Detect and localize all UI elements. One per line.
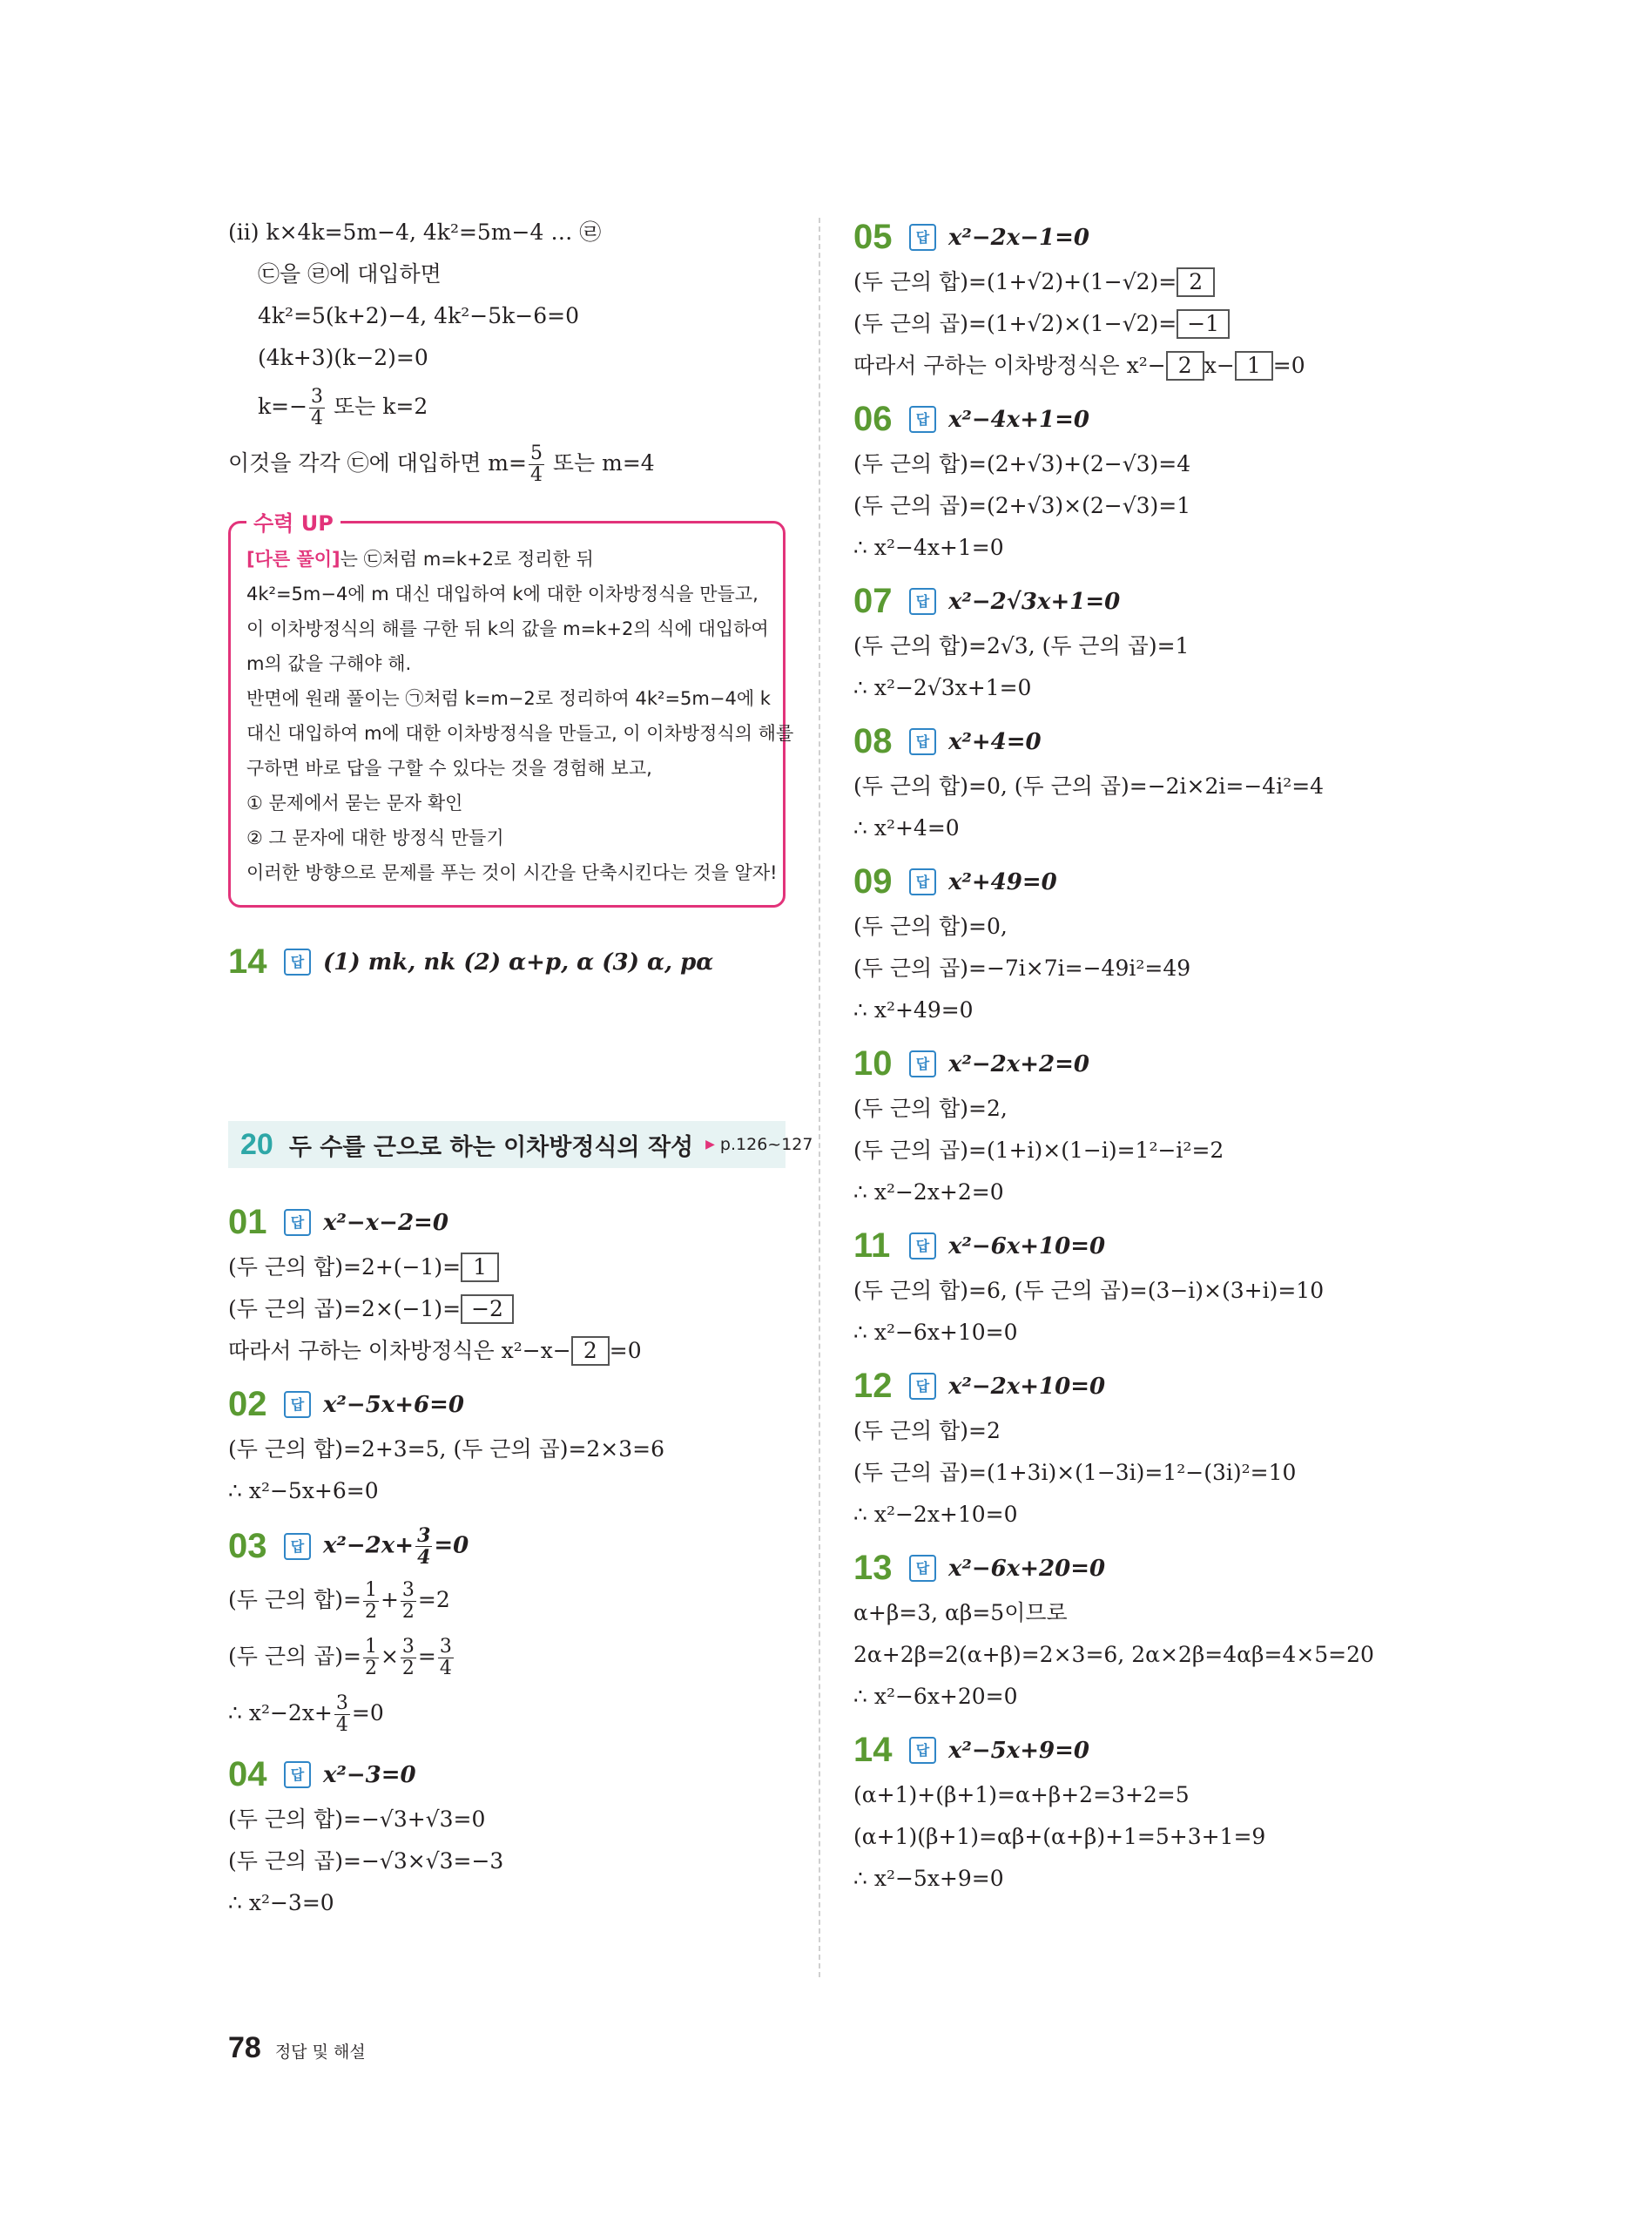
solution-line: (두 근의 곱)=(1+i)×(1−i)=1²−i²=2	[853, 1138, 1224, 1163]
problem-number: 13	[853, 1549, 893, 1587]
solution-line: (두 근의 합)= $\frac{1}{2}$ + $\frac{3}{2}$ =2	[228, 1579, 450, 1623]
problem-block	[228, 1385, 786, 1506]
solution-line: ∴ x²+49=0	[853, 997, 974, 1023]
section-number: 20	[240, 1127, 273, 1161]
answer-text: x²−6x+10=0	[948, 1232, 1106, 1259]
solution-line: ∴ x²−2x+2=0	[853, 1179, 1004, 1205]
answer-badge: 답	[909, 868, 936, 895]
problem-header	[228, 1525, 786, 1568]
solution-line: (두 근의 합)=2,	[853, 1096, 1008, 1121]
answer-badge: 답	[284, 1391, 311, 1418]
solution-line: (ii) k×4k=5m−4, 4k²=5m−4 … ㉣	[228, 219, 602, 245]
answer-badge: 답	[909, 1373, 936, 1400]
solution-line: (두 근의 곱)=(2+√3)×(2−√3)=1	[853, 493, 1191, 518]
fraction: $\frac{3}{4}$	[417, 1524, 431, 1569]
problem-block	[853, 1226, 1411, 1347]
problem-number: 01	[228, 1203, 267, 1241]
answer-text: x²−x−2=0	[323, 1209, 448, 1236]
triangle-icon: ▶	[705, 1138, 715, 1151]
answer-text: x²−4x+1=0	[948, 406, 1090, 433]
fraction: $\frac{3}{4}$	[311, 386, 324, 429]
problem-number: 10	[853, 1044, 893, 1083]
answer-badge: 답	[909, 1737, 936, 1764]
solution-line: (두 근의 합)=2√3, (두 근의 곱)=1	[853, 633, 1190, 658]
fraction: $\frac{3}{4}$	[439, 1636, 452, 1679]
problem-block	[228, 1203, 786, 1366]
problem-block	[228, 1525, 786, 1736]
left-column	[228, 218, 813, 1937]
fraction: $\frac{5}{4}$	[529, 442, 543, 486]
problem-number: 06	[853, 400, 893, 438]
problem-number: 08	[853, 722, 893, 760]
problem-number: 05	[853, 218, 893, 256]
footer-label: 정답 및 해설	[274, 2043, 366, 2062]
problem-block	[853, 400, 1411, 563]
solution-line: (두 근의 합)=2	[853, 1418, 1001, 1443]
answer-badge: 답	[909, 224, 936, 251]
answer-box: 2	[571, 1336, 610, 1366]
problem-number: 09	[853, 862, 893, 901]
problem-header	[853, 1731, 1411, 1770]
solution-line: ㉢을 ㉣에 대입하면	[258, 261, 442, 287]
answer-badge: 답	[909, 1555, 936, 1582]
section-title: 두 수를 근으로 하는 이차방정식의 작성	[288, 1133, 694, 1161]
problem-header	[853, 1226, 1411, 1266]
problem-number: 11	[853, 1226, 891, 1265]
answer-box: 2	[1177, 267, 1215, 297]
page-number: 78	[228, 2031, 261, 2064]
fraction: $\frac{1}{2}$	[364, 1636, 377, 1679]
solution-line: (4k+3)(k−2)=0	[258, 345, 428, 370]
m-result-line: 이것을 각각 ㉢에 대입하면 m= $\frac{5}{4}$ 또는 m=4	[228, 442, 655, 486]
solution-line: (두 근의 합)=−√3+√3=0	[228, 1806, 486, 1832]
fraction: $\frac{1}{2}$	[364, 1579, 377, 1623]
problem-number: 14	[228, 942, 267, 981]
solution-line: (두 근의 합)=0, (두 근의 곱)=−2i×2i=−4i²=4	[853, 773, 1325, 799]
problem-header	[853, 1549, 1411, 1588]
problem-number: 07	[853, 582, 893, 620]
solution-line: (두 근의 곱)=(1+√2)×(1−√2)= −1	[853, 309, 1411, 339]
tip-line: 반면에 원래 풀이는 ㉠처럼 k=m−2로 정리하여 4k²=5m−4에 k	[246, 688, 771, 709]
answer-badge: 답	[284, 1533, 311, 1560]
section-page-ref: p.126~127	[719, 1135, 813, 1154]
answer-text: x²−2x+2=0	[948, 1050, 1090, 1077]
page-footer	[228, 2031, 366, 2065]
problem-header	[228, 1203, 786, 1242]
solution-line: ∴ x²−5x+6=0	[228, 1478, 379, 1503]
solution-line: (α+1)(β+1)=αβ+(α+β)+1=5+3+1=9	[853, 1824, 1266, 1849]
answer-text: x²−2√3x+1=0	[948, 588, 1121, 615]
answer-box: 1	[1235, 351, 1273, 381]
problem-number: 14	[853, 1731, 893, 1769]
problem-number: 04	[228, 1755, 267, 1793]
solution-line: 따라서 구하는 이차방정식은 x²− 2 x− 1 =0	[853, 351, 1411, 381]
k-result-line: k=− $\frac{3}{4}$ 또는 k=2	[258, 386, 428, 429]
fraction: $\frac{3}{2}$	[401, 1636, 415, 1679]
solution-line: (두 근의 합)=2+(−1)= 1	[228, 1253, 786, 1282]
answer-badge: 답	[284, 1761, 311, 1788]
solution-line: ∴ x²−2√3x+1=0	[853, 675, 1032, 700]
answer-text: (1) mk, nk (2) α+p, α (3) α, pα	[323, 949, 714, 976]
problem-block	[853, 218, 1411, 381]
answer-box: 2	[1166, 351, 1204, 381]
tip-keyword: [다른 풀이]	[246, 549, 341, 570]
solution-line: ∴ x²−6x+20=0	[853, 1684, 1018, 1709]
answer-badge: 답	[909, 406, 936, 433]
section-header	[228, 1121, 813, 1168]
fraction: $\frac{3}{2}$	[401, 1579, 415, 1623]
tip-line: 구하면 바로 답을 구할 수 있다는 것을 경험해 보고,	[246, 758, 652, 779]
answer-text: x²−5x+9=0	[948, 1737, 1090, 1764]
problem-header	[853, 400, 1411, 439]
answer-box: −2	[461, 1294, 514, 1324]
answer-text: x²+49=0	[948, 868, 1057, 895]
tip-box	[228, 511, 794, 908]
answer-text: x²−2x−1=0	[948, 224, 1090, 251]
problem-block	[853, 722, 1411, 843]
problem-header	[853, 862, 1411, 902]
solution-line: (두 근의 곱)=2×(−1)= −2	[228, 1294, 786, 1324]
problem-number: 02	[228, 1385, 267, 1423]
problem-header	[853, 722, 1411, 761]
problem-header	[853, 1367, 1411, 1406]
tip-line: ① 문제에서 묻는 문자 확인	[246, 793, 463, 814]
solution-line: (두 근의 곱)= $\frac{1}{2}$ × $\frac{3}{2}$ = $\frac{3}{4}$	[228, 1636, 452, 1679]
problem-block	[853, 582, 1411, 703]
problem-header	[228, 942, 786, 982]
solution-line: 4k²=5(k+2)−4, 4k²−5k−6=0	[258, 303, 579, 328]
solution-line: ∴ x²−5x+9=0	[853, 1866, 1004, 1891]
solution-line: α+β=3, αβ=5이므로	[853, 1600, 1068, 1625]
solution-line: 2α+2β=2(α+β)=2×3=6, 2α×2β=4αβ=4×5=20	[853, 1642, 1374, 1667]
answer-badge: 답	[909, 588, 936, 615]
answer-text: x²−3=0	[323, 1761, 416, 1788]
solution-line: ∴ x²−3=0	[228, 1890, 334, 1915]
column-divider	[819, 218, 820, 1977]
solution-line: ∴ x²−2x+ $\frac{3}{4}$ =0	[228, 1692, 384, 1736]
right-column	[853, 218, 1411, 1913]
solution-line: ∴ x²−2x+10=0	[853, 1502, 1018, 1527]
answer-text: x²+4=0	[948, 728, 1042, 755]
solution-line: (두 근의 합)=6, (두 근의 곱)=(3−i)×(3+i)=10	[853, 1278, 1325, 1303]
answer-badge: 답	[284, 1209, 311, 1236]
solution-line: (두 근의 곱)=(1+3i)×(1−3i)=1²−(3i)²=10	[853, 1460, 1297, 1485]
answer-badge: 답	[284, 949, 311, 976]
tip-line: 대신 대입하여 m에 대한 이차방정식을 만들고, 이 이차방정식의 해를	[246, 723, 794, 744]
solution-line: (두 근의 합)=(1+√2)+(1−√2)= 2	[853, 267, 1411, 297]
problem-header	[853, 1044, 1411, 1084]
problem-header	[228, 1755, 786, 1794]
tip-line: ② 그 문자에 대한 방정식 만들기	[246, 827, 504, 848]
answer-badge: 답	[909, 728, 936, 755]
problem-header	[228, 1385, 786, 1424]
answer-text: x²−2x+10=0	[948, 1373, 1106, 1400]
solution-line: (두 근의 곱)=−√3×√3=−3	[228, 1848, 504, 1874]
tip-line: 이 이차방정식의 해를 구한 뒤 k의 값을 m=k+2의 식에 대입하여	[246, 618, 769, 639]
answer-badge: 답	[909, 1050, 936, 1077]
answer-box: 1	[461, 1253, 499, 1282]
problem-block	[853, 1044, 1411, 1207]
answer-text: x²−6x+20=0	[948, 1555, 1106, 1582]
tip-line: 4k²=5m−4에 m 대신 대입하여 k에 대한 이차방정식을 만들고,	[246, 584, 759, 604]
problem-header	[853, 218, 1411, 257]
answer-badge: 답	[909, 1232, 936, 1259]
solution-line: ∴ x²−6x+10=0	[853, 1320, 1018, 1345]
problem-block	[853, 1367, 1411, 1530]
solution-line: ∴ x²+4=0	[853, 815, 960, 841]
solution-line: 따라서 구하는 이차방정식은 x²−x− 2 =0	[228, 1336, 786, 1366]
problem-block	[228, 1755, 786, 1918]
fraction: $\frac{3}{4}$	[335, 1692, 348, 1736]
answer-text: x²−2x+ $\frac{3}{4}$ =0	[323, 1524, 469, 1569]
tip-line: 이러한 방향으로 문제를 푸는 것이 시간을 단축시킨다는 것을 알자!	[246, 862, 778, 883]
answer-text: x²−5x+6=0	[323, 1391, 465, 1418]
problem-number: 03	[228, 1527, 267, 1565]
solution-line: (두 근의 합)=(2+√3)+(2−√3)=4	[853, 451, 1191, 476]
problem-block	[853, 1549, 1411, 1712]
problem-block	[853, 1731, 1411, 1894]
problem-number: 12	[853, 1367, 893, 1405]
tip-line: m의 값을 구해야 해.	[246, 653, 412, 674]
solution-line: ∴ x²−4x+1=0	[853, 535, 1004, 560]
problem-block	[853, 862, 1411, 1025]
solution-line: (두 근의 합)=2+3=5, (두 근의 곱)=2×3=6	[228, 1436, 665, 1462]
solution-line: (두 근의 합)=0,	[853, 914, 1008, 939]
answer-box: −1	[1177, 309, 1230, 339]
tip-title: 수력 UP	[246, 506, 341, 537]
solution-line: (α+1)+(β+1)=α+β+2=3+2=5	[853, 1782, 1190, 1807]
solution-line: (두 근의 곱)=−7i×7i=−49i²=49	[853, 956, 1191, 981]
problem-header	[853, 582, 1411, 621]
tip-line: [다른 풀이]는 ㉢처럼 m=k+2로 정리한 뒤	[246, 549, 594, 570]
